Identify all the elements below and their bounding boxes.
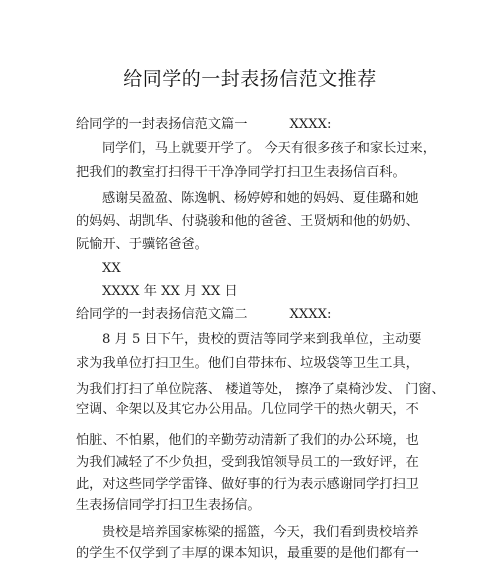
document-title: 给同学的一封表扬信范文推荐 <box>123 68 377 90</box>
section-heading-text: 给同学的一封表扬信范文篇二 <box>76 307 248 322</box>
signature-line: XX <box>102 261 121 276</box>
paragraph-line: 感谢吴盈盈、陈逸帆、杨婷婷和她的妈妈、夏佳璐和她 <box>102 191 419 206</box>
section-heading-1 <box>76 116 331 134</box>
paragraph-line: 的学生不仅学到了丰厚的课本知识，最重要的是他们都有一 <box>76 546 419 561</box>
paragraph-line: 为我们减轻了不少负担，受到我馆领导员工的一致好评，在 <box>76 455 419 470</box>
paragraph-line: 为我们打扫了单位院落、 楼道等处， 擦净了桌椅沙发、 门窗、 <box>76 382 445 397</box>
paragraph-line: 8 月 5 日下午，贵校的贾洁等同学来到我单位，主动要 <box>102 332 422 347</box>
paragraph-line: 此，对这些同学学雷锋、做好事的行为表示感谢同学打扫卫 <box>76 477 419 492</box>
paragraph-line: 求为我单位打扫卫生。他们自带抹布、垃圾袋等卫生工具， <box>76 356 419 371</box>
paragraph-line: 怕脏、不怕累，他们的辛勤劳动清新了我们的办公环境，也 <box>76 433 419 448</box>
paragraph-line: 贵校是培养国家栋梁的摇篮，今天，我们看到贵校培养 <box>102 525 419 540</box>
paragraph-line: 把我们的教室打扫得干干净净同学打扫卫生表扬信百科。 <box>76 165 406 180</box>
paragraph-line: 空调、伞架以及其它办公用品。几位同学干的热火朝天，不 <box>76 402 419 417</box>
paragraph-line: 生表扬信同学打扫卫生表扬信。 <box>76 498 261 513</box>
paragraph-line: 的妈妈、胡凯华、付骁骏和他的爸爸、王贤炳和他的奶奶、 <box>76 214 419 229</box>
paragraph-line: 阮愉开、于骥铭爸爸。 <box>76 237 208 252</box>
paragraph-line: 同学们，马上就要开学了。 今天有很多孩子和家长过来， <box>102 141 436 156</box>
salutation-text: XXXX: <box>289 307 332 322</box>
salutation-text: XXXX: <box>289 117 332 132</box>
section-heading-2 <box>76 306 331 324</box>
section-heading-text: 给同学的一封表扬信范文篇一 <box>76 117 248 132</box>
date-line: XXXX 年 XX 月 XX 日 <box>102 284 238 299</box>
